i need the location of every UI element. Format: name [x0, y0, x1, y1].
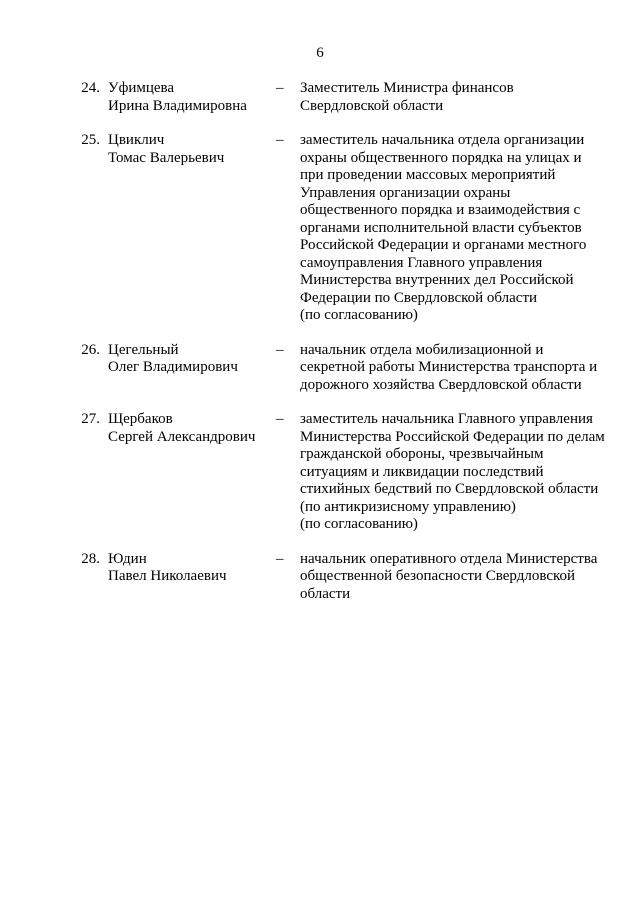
- entry-surname: Щербаков: [108, 411, 173, 427]
- entry-dash: –: [276, 132, 284, 148]
- entry-dash: –: [276, 80, 284, 96]
- entry-position-line: Свердловской области: [300, 97, 444, 114]
- entry-position-line: области: [300, 585, 351, 602]
- entry-given-names: Павел Николаевич: [108, 568, 227, 584]
- entry-given-names: Ирина Владимировна: [108, 97, 247, 114]
- entry-position-line: (по согласованию): [300, 516, 418, 532]
- entry-position-line: гражданской обороны, чрезвычайным: [300, 446, 544, 462]
- entry-position: [300, 80, 610, 115]
- list-item: [0, 411, 640, 534]
- entry-surname: Цвиклич: [108, 132, 165, 148]
- entry-person-name: [108, 132, 276, 167]
- entry-position-line: самоуправления Главного управления: [300, 254, 543, 271]
- list-item: [0, 80, 640, 115]
- entry-position-line: Министерства Российской Федерации по делам: [300, 428, 605, 445]
- entry-position-line: Российской Федерации и органами местного: [300, 237, 587, 253]
- entry-number: 28.: [81, 550, 100, 567]
- entry-position-line: заместитель начальника Главного управления: [300, 411, 593, 427]
- entry-position-line: Управления организации охраны: [300, 184, 511, 201]
- entry-position-line: органами исполнительной власти субъектов: [300, 219, 582, 236]
- entry-position-line: ситуациям и ликвидации последствий: [300, 463, 544, 480]
- entry-position-line: общественного порядка и взаимодействия с: [300, 202, 581, 218]
- entry-position-line: начальник оперативного отдела Министерства: [300, 550, 598, 567]
- entry-position-line: (по антикризисному управлению): [300, 498, 516, 515]
- entry-position-line: заместитель начальника отдела организации: [300, 132, 585, 148]
- entry-position: [300, 551, 610, 604]
- entry-given-names: Томас Валерьевич: [108, 149, 225, 166]
- entry-surname: Цегельный: [108, 341, 179, 358]
- entry-number: 27.: [81, 411, 100, 427]
- entry-number: 25.: [81, 132, 100, 148]
- entry-position-line: Заместитель Министра финансов: [300, 80, 514, 96]
- entry-dash: –: [276, 550, 284, 567]
- entry-surname: Уфимцева: [108, 80, 175, 96]
- entry-given-names: Сергей Александрович: [108, 428, 256, 445]
- entry-surname: Юдин: [108, 550, 147, 567]
- entry-given-names: Олег Владимирович: [108, 359, 238, 375]
- entry-number: 24.: [81, 80, 100, 96]
- entry-position: [300, 342, 610, 395]
- entry-position-line: при проведении массовых мероприятий: [300, 167, 556, 183]
- entry-person-name: [108, 342, 276, 377]
- list-item: [0, 551, 640, 604]
- entry-position-line: секретной работы Министерства транспорта и: [300, 359, 598, 375]
- entry-position: [300, 411, 610, 534]
- entry-dash: –: [276, 341, 284, 358]
- entry-person-name: [108, 411, 276, 446]
- entry-person-name: [108, 551, 276, 586]
- entry-position-line: Министерства внутренних дел Российской: [300, 272, 574, 288]
- entry-dash: –: [276, 411, 284, 427]
- list-item: [0, 342, 640, 395]
- member-list: [0, 80, 640, 603]
- entry-position-line: стихийных бедствий по Свердловской области: [300, 481, 599, 497]
- entry-position-line: охраны общественного порядка на улицах и: [300, 149, 582, 166]
- entry-position-line: (по согласованию): [300, 307, 418, 323]
- entry-position-line: дорожного хозяйства Свердловской области: [300, 376, 582, 393]
- entry-position-line: начальник отдела мобилизационной и: [300, 341, 544, 358]
- entry-number: 26.: [81, 341, 100, 358]
- list-item: [0, 132, 640, 325]
- entry-position: [300, 132, 610, 325]
- entry-position-line: Федерации по Свердловской области: [300, 289, 538, 306]
- entry-person-name: [108, 80, 276, 115]
- page-number: 6: [316, 45, 324, 61]
- entry-position-line: общественной безопасности Свердловской: [300, 568, 576, 584]
